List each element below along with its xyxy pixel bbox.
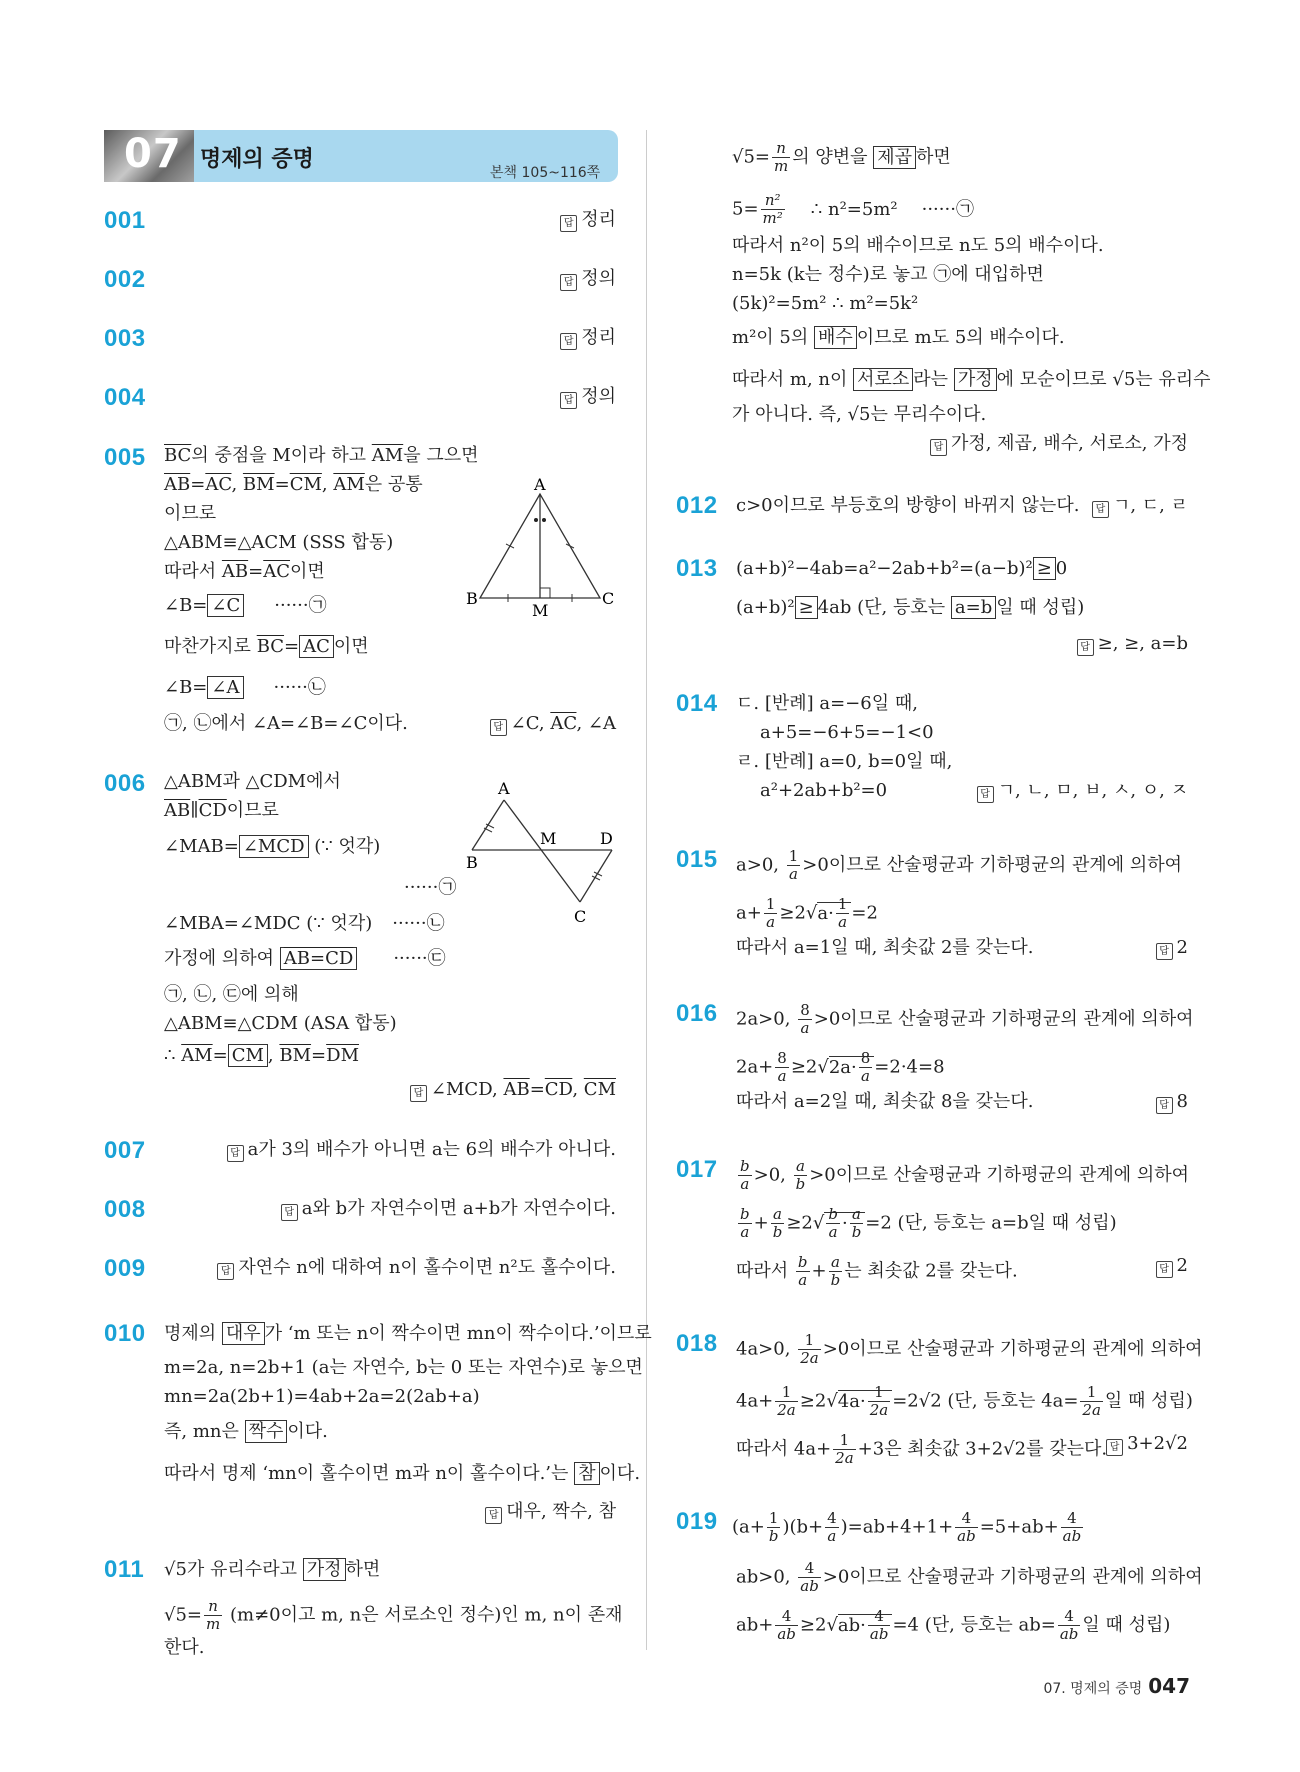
text-line: ㄹ. [반례] a=0, b=0일 때, xyxy=(736,751,953,772)
answer-icon: 답 xyxy=(930,439,947,456)
answer: 답 가정, 제곱, 배수, 서로소, 가정 xyxy=(930,432,1188,456)
problem-number: 016 xyxy=(676,1000,718,1027)
problem-number: 012 xyxy=(676,492,718,519)
blank-box: 가정 xyxy=(303,1558,346,1581)
answer-icon: 답 xyxy=(1077,639,1094,656)
answer-icon: 답 xyxy=(1092,501,1109,518)
problem-number: 014 xyxy=(676,690,718,717)
answer: 답 ㄱ, ㄷ, ㄹ xyxy=(1092,494,1188,518)
blank-box: 대우 xyxy=(222,1322,265,1345)
vertex-label: A xyxy=(534,478,546,494)
text-line: $\overline{AB}=\overline{AC}$, $\overline{BM}=\overline{CM}$, $\overline{AM}$은 공통 xyxy=(164,474,423,495)
problem-number: 011 xyxy=(104,1556,145,1583)
text-line: √5= $\frac{n}{m}$ (m≠0이고 m, n은 서로소인 정수)인 m, n이 존재 xyxy=(164,1597,623,1633)
answer-icon: 답 xyxy=(410,1085,427,1102)
text-line: ㉠, ㉡에서 ∠A=∠B=∠C이다. xyxy=(164,713,408,734)
blank-box: 가정 xyxy=(954,368,997,391)
answer-icon: 답 xyxy=(560,392,577,409)
blank-box: 제곱 xyxy=(873,146,916,169)
answer: 답 정리 xyxy=(560,208,616,232)
problem-number: 019 xyxy=(676,1508,718,1535)
text-line: ∠B= ∠A ······㉡ xyxy=(164,677,326,698)
text-line: 따라서 m, n이 서로소 라는 가정 에 모순이므로 √5는 유리수 xyxy=(732,369,1211,390)
blank-box: ∠C xyxy=(207,594,244,617)
answer: 답 a가 3의 배수가 아니면 a는 6의 배수가 아니다. xyxy=(227,1138,616,1162)
answer: 답 a와 b가 자연수이면 a+b가 자연수이다. xyxy=(281,1197,616,1221)
answer-icon: 답 xyxy=(977,786,994,803)
text-line: 2a+ $\frac{8}{a}$ ≥2√2a· $\frac{8}{a}$ =2·4=8 xyxy=(736,1049,945,1085)
problem-number: 002 xyxy=(104,266,146,293)
text-line: 따라서 4a+ $\frac{1}{2a}$ +3은 최솟값 3+2√2를 갖는다. xyxy=(736,1431,1108,1467)
problem-number: 015 xyxy=(676,846,718,873)
text-line: △ABM≡△ACM (SSS 합동) xyxy=(164,532,394,553)
problem-number: 018 xyxy=(676,1330,718,1357)
text-line: a+ $\frac{1}{a}$ ≥2√a· $\frac{1}{a}$ =2 xyxy=(736,895,878,931)
text-line: (a+b)²−4ab=a²−2ab+b²=(a−b)² ≥ 0 xyxy=(736,558,1068,579)
column-divider xyxy=(646,130,647,1650)
footer-chapter: 07. 명제의 증명 xyxy=(1043,1681,1143,1697)
problem-number: 005 xyxy=(104,444,146,471)
answer-icon: 답 xyxy=(281,1204,298,1221)
text-line: 따라서 $\frac{b}{a}$ + $\frac{a}{b}$ 는 최솟값 2를 갖는다. xyxy=(736,1253,1018,1289)
text-line: m²이 5의 배수 이므로 m도 5의 배수이다. xyxy=(732,327,1065,348)
problem-number: 003 xyxy=(104,325,146,352)
text-line: 5= $\frac{\text{n²}}{\text{m²}}$ ∴ n²=5m² ······㉠ xyxy=(732,191,974,227)
text-line: ∠MAB= ∠MCD (∵ 엇각) xyxy=(164,836,381,857)
text-line: 이므로 xyxy=(164,503,217,524)
answer-icon: 답 xyxy=(217,1263,234,1280)
text-line: 따라서 a=2일 때, 최솟값 8을 갖는다. xyxy=(736,1091,1034,1112)
answer: 답 ㄱ, ㄴ, ㅁ, ㅂ, ㅅ, ㅇ, ㅈ xyxy=(977,779,1188,803)
problem-number: 004 xyxy=(104,384,146,411)
triangle-figure xyxy=(460,478,620,618)
blank-box: 서로소 xyxy=(853,368,913,391)
chapter-number: 07 xyxy=(124,131,182,177)
text-line: ㉠, ㉡, ㉢에 의해 xyxy=(164,984,299,1005)
text-line: √5가 유리수라고 가정 하면 xyxy=(164,1559,381,1580)
vertex-label: C xyxy=(602,589,615,608)
text-line: (a+b)² ≥ 4ab (단, 등호는 a=b 일 때 성립) xyxy=(736,597,1085,618)
answer: 답 ≥, ≥, a=b xyxy=(1077,632,1188,656)
text-line: 2a>0, $\frac{8}{a}$ >0이므로 산술평균과 기하평균의 관계에 의하여 xyxy=(736,1001,1194,1037)
chapter-reference: 본책 105~116쪽 xyxy=(490,165,601,181)
page-footer xyxy=(1043,1674,1190,1698)
answer-icon: 답 xyxy=(1156,1097,1173,1114)
answer-icon: 답 xyxy=(1106,1439,1123,1456)
answer: 답 8 xyxy=(1156,1090,1188,1114)
vertex-label: A xyxy=(498,779,510,798)
blank-box: ≥ xyxy=(795,596,818,619)
text-line: ab>0, $\frac{4}{ab}$ >0이므로 산술평균과 기하평균의 관계에 의하여 xyxy=(736,1559,1203,1595)
text-line: a>0, $\frac{1}{a}$ >0이므로 산술평균과 기하평균의 관계에 의하여 xyxy=(736,847,1183,883)
blank-box: ∠A xyxy=(207,676,243,699)
problem-number: 017 xyxy=(676,1156,718,1183)
vertex-label: B xyxy=(466,589,478,608)
text-line: √5= $\frac{n}{m}$ 의 양변을 제곱 하면 xyxy=(732,139,951,175)
answer: 답 자연수 n에 대하여 n이 홀수이면 n²도 홀수이다. xyxy=(217,1256,616,1280)
page-number: 047 xyxy=(1148,1674,1190,1698)
answer: 답 ∠MCD, $\overline{AB}=\overline{CD}$, $\overline{CM}$ xyxy=(410,1078,616,1102)
text-line: ∠B= ∠C ······㉠ xyxy=(164,595,327,616)
answer: 답 3+2√2 xyxy=(1106,1432,1188,1456)
answer: 답 ∠C, $\overline{AC}$, ∠A xyxy=(490,712,616,736)
text-line: ㄷ. [반례] a=−6일 때, xyxy=(736,693,918,714)
text-line: △ABM≡△CDM (ASA 합동) xyxy=(164,1013,397,1034)
text-line: 4a+ $\frac{1}{2a}$ ≥2√4a· $\frac{1}{2a}$ =2√2 (단, 등호는 4a= $\frac{1}{2a}$ 일 때 성립) xyxy=(736,1383,1193,1419)
blank-box: ≥ xyxy=(1033,557,1056,580)
blank-box: 짝수 xyxy=(245,1420,288,1443)
text-line: 따라서 a=1일 때, 최솟값 2를 갖는다. xyxy=(736,937,1034,958)
text-line: $\frac{b}{a}$ + $\frac{a}{b}$ ≥2√ $\frac{b}{a}$ · $\frac{a}{b}$ =2 (단, 등호는 a=b일 때 성립) xyxy=(740,1205,1117,1241)
text-line: 가 아니다. 즉, √5는 무리수이다. xyxy=(732,404,987,425)
chapter-title: 명제의 증명 xyxy=(200,147,314,172)
answer-icon: 답 xyxy=(227,1145,244,1162)
text-line: mn=2a(2b+1)=4ab+2a=2(2ab+a) xyxy=(164,1386,480,1407)
vertex-label: M xyxy=(540,829,557,848)
text-line: $\frac{b}{a}$ >0, $\frac{a}{b}$ >0이므로 산술평균과 기하평균의 관계에 의하여 xyxy=(740,1157,1190,1193)
text-line: (a+ $\frac{1}{b}$ )(b+ $\frac{4}{a}$ )=ab+4+1+ $\frac{4}{ab}$ =5+ab+ $\frac{4}{ab}$ xyxy=(732,1509,1082,1545)
text-line: $\overline{BC}$의 중점을 M이라 하고 $\overline{AM}$을 그으면 xyxy=(164,445,479,466)
text-line: 따라서 $\overline{AB}=\overline{AC}$이면 xyxy=(164,561,325,582)
answer: 답 정의 xyxy=(560,385,616,409)
problem-number: 009 xyxy=(104,1255,146,1282)
text-line: 마찬가지로 $\overline{BC}= \overline{AC}$ 이면 xyxy=(164,636,369,657)
text-line: 가정에 의하여 AB=CD ······㉢ xyxy=(164,948,446,969)
blank-box: a=b xyxy=(951,596,996,619)
vertex-label: D xyxy=(600,829,613,848)
text-line: c>0이므로 부등호의 방향이 바뀌지 않는다. xyxy=(736,495,1080,516)
blank-box: 배수 xyxy=(814,326,857,349)
problem-number: 007 xyxy=(104,1137,146,1164)
answer: 답 정의 xyxy=(560,267,616,291)
vertex-label: B xyxy=(466,853,478,872)
text-line: 따라서 명제 ‘mn이 홀수이면 m과 n이 홀수이다.’는 참 이다. xyxy=(164,1463,641,1484)
text-line: 즉, mn은 짝수 이다. xyxy=(164,1421,328,1442)
text-line: ab+ $\frac{4}{ab}$ ≥2√ab· $\frac{4}{ab}$ =4 (단, 등호는 ab= $\frac{4}{ab}$ 일 때 성립) xyxy=(736,1607,1171,1643)
answer: 답 대우, 짝수, 참 xyxy=(485,1500,616,1524)
vertex-label: C xyxy=(574,907,587,926)
answer-icon: 답 xyxy=(490,719,507,736)
text-line: $\overline{AB}\parallel\overline{CD}$이므로 xyxy=(164,800,279,821)
text-line: a+5=−6+5=−1<0 xyxy=(760,722,934,743)
problem-number: 010 xyxy=(104,1320,146,1347)
text-line: 4a>0, $\frac{1}{2a}$ >0이므로 산술평균과 기하평균의 관계에 의하여 xyxy=(736,1331,1203,1367)
answer-icon: 답 xyxy=(560,274,577,291)
crossing-lines-figure xyxy=(462,778,630,928)
text-line: (5k)²=5m² ∴ m²=5k² xyxy=(732,293,919,314)
vertex-label: M xyxy=(532,601,549,618)
blank-box: $\overline{AC}$ xyxy=(299,635,334,658)
text-line: ∴ $\overline{AM}=$ CM , $\overline{BM}=\overline{DM}$ xyxy=(164,1045,360,1066)
answer-icon: 답 xyxy=(560,333,577,350)
text-line: 따라서 n²이 5의 배수이므로 n도 5의 배수이다. xyxy=(732,235,1104,256)
text-line: 명제의 대우 가 ‘m 또는 n이 짝수이면 mn이 짝수이다.’이므로 xyxy=(164,1323,652,1344)
text-line: ∠MBA=∠MDC (∵ 엇각) ······㉡ xyxy=(164,913,445,934)
text-line: △ABM과 △CDM에서 xyxy=(164,771,341,792)
answer-icon: 답 xyxy=(485,1507,502,1524)
answer-icon: 답 xyxy=(1156,1261,1173,1278)
text-line: 한다. xyxy=(164,1637,205,1658)
answer: 답 2 xyxy=(1156,1254,1188,1278)
problem-number: 006 xyxy=(104,770,146,797)
text-line: ······㉠ xyxy=(404,877,457,898)
blank-box: CM xyxy=(228,1044,268,1067)
answer-icon: 답 xyxy=(560,215,577,232)
problem-number: 001 xyxy=(104,207,146,234)
blank-box: AB=CD xyxy=(280,947,358,970)
blank-box: ∠MCD xyxy=(239,835,309,858)
text-line: n=5k (k는 정수)로 놓고 ㉠에 대입하면 xyxy=(732,264,1044,285)
problem-number: 013 xyxy=(676,555,718,582)
blank-box: 참 xyxy=(574,1462,599,1485)
answer: 답 2 xyxy=(1156,936,1188,960)
text-line: m=2a, n=2b+1 (a는 자연수, b는 0 또는 자연수)로 놓으면 xyxy=(164,1357,643,1378)
answer-icon: 답 xyxy=(1156,943,1173,960)
problem-number: 008 xyxy=(104,1196,146,1223)
text-line: a²+2ab+b²=0 xyxy=(760,780,888,801)
answer: 답 정리 xyxy=(560,326,616,350)
